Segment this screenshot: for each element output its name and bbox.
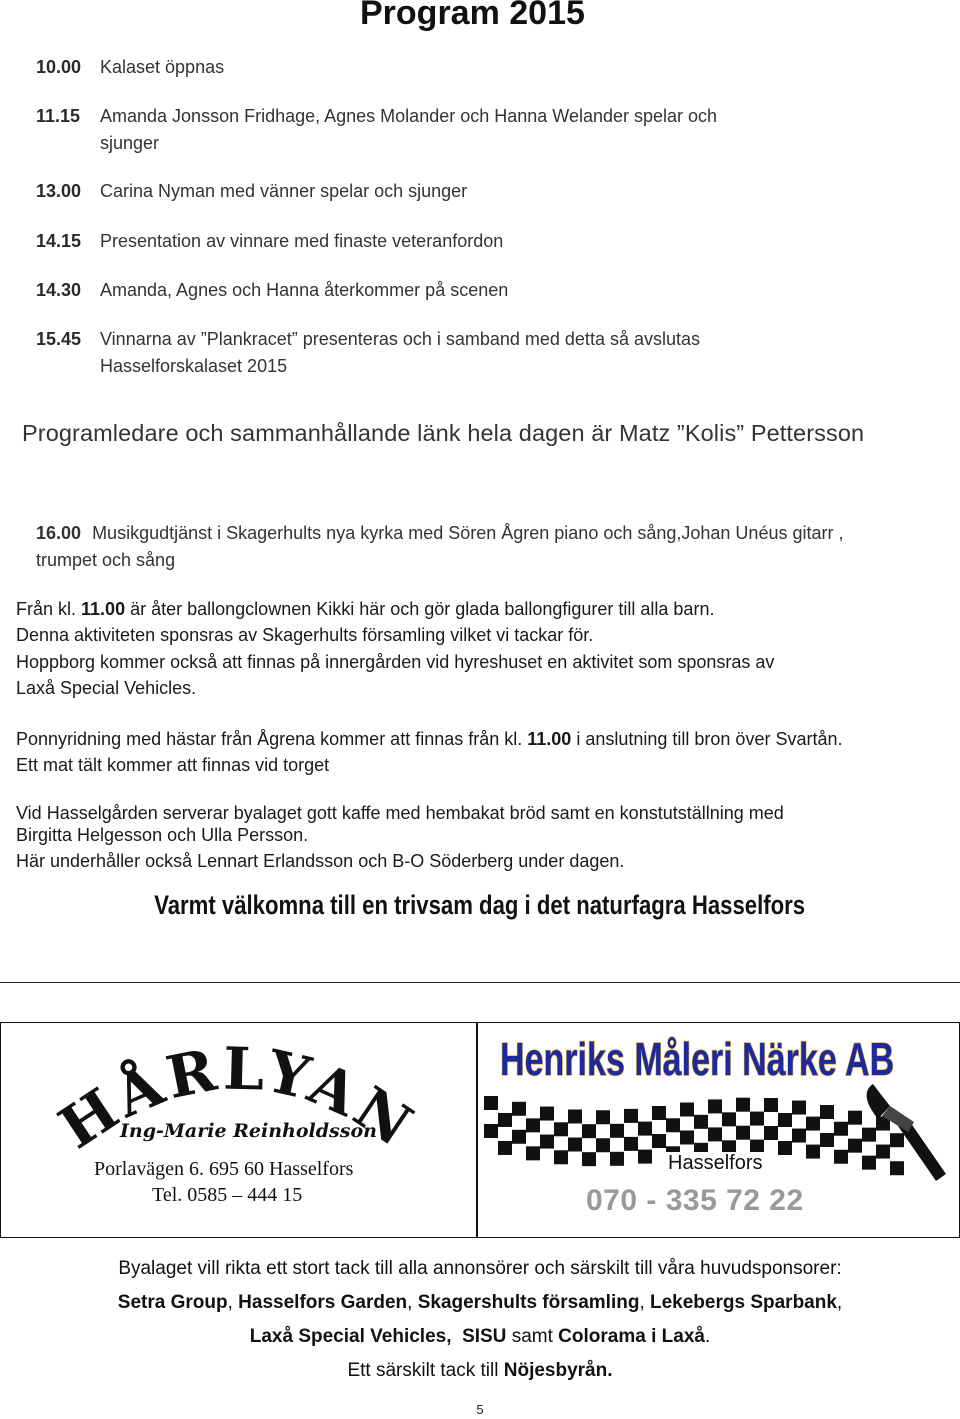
checker-square <box>638 1150 652 1164</box>
pony-time: 11.00 <box>527 729 572 749</box>
checker-square <box>862 1128 876 1142</box>
checker-square <box>526 1118 540 1132</box>
checker-square <box>666 1118 680 1132</box>
checker-square <box>792 1129 806 1143</box>
schedule-list <box>36 0 936 400</box>
balloon-prefix: Från kl. <box>16 599 77 619</box>
checker-square <box>540 1107 554 1121</box>
special-thanks-name: Nöjesbyrån. <box>503 1360 613 1381</box>
checker-square <box>890 1161 904 1175</box>
schedule-text: Presentation av vinnare med finaste veteranfordon <box>100 231 504 251</box>
pony-prefix: Ponnyridning med hästar från Ågrena kommer att finnas från kl. <box>16 729 523 749</box>
balloon-line <box>16 596 714 622</box>
church-text-cont: trumpet och sång <box>36 550 176 570</box>
schedule-time: 11.15 <box>36 106 81 126</box>
pony-line <box>16 726 843 752</box>
entertainment-line: Här underhåller också Lennart Erlandsson och B-O Söderberg under dagen. <box>16 851 625 871</box>
checker-square <box>708 1127 722 1141</box>
sponsor-name: Lekebergs Sparbank <box>650 1292 837 1313</box>
checker-square <box>862 1156 876 1170</box>
checker-square <box>890 1133 904 1147</box>
schedule-time: 14.30 <box>36 280 82 300</box>
checker-square <box>568 1109 582 1123</box>
sponsor-name: Laxå Special Vehicles, <box>249 1326 452 1347</box>
sponsors-line-1: Setra Group, Hasselfors Garden, Skagershults församling, Lekebergs Sparbank, <box>117 1292 843 1313</box>
checker-square <box>498 1141 512 1155</box>
checker-square <box>680 1102 694 1116</box>
hoppborg-line: Hoppborg kommer också att finnas på innergården vid hyreshuset en aktivitet som sponsras av <box>16 652 775 672</box>
harlyan-ad <box>2 1024 476 1236</box>
checker-square <box>596 1110 610 1124</box>
checker-square <box>512 1102 526 1116</box>
sponsors-line-2: Laxå Special Vehicles, SISU samt Colorama i Laxå. <box>249 1326 711 1347</box>
checker-square <box>484 1096 498 1110</box>
sponsor-name: Hasselfors Garden <box>238 1292 408 1313</box>
church-item <box>36 520 843 574</box>
checker-square <box>554 1150 568 1164</box>
page-number: 5 <box>476 1402 484 1417</box>
harlyan-owner: Ing-Marie Reinholdsson <box>120 1120 377 1142</box>
checker-square <box>652 1106 666 1120</box>
checker-square <box>834 1150 848 1164</box>
checker-square <box>652 1134 666 1148</box>
schedule-time: 10.00 <box>36 57 82 77</box>
sponsor-name: SISU <box>462 1326 507 1347</box>
checker-square <box>582 1152 596 1166</box>
checker-square <box>512 1130 526 1144</box>
checker-square <box>778 1141 792 1155</box>
checker-square <box>708 1099 722 1113</box>
sponsor-name: Colorama i Laxå <box>558 1326 705 1347</box>
harlyan-logo-text: HÅRLYAN <box>47 1034 428 1163</box>
checker-square <box>638 1122 652 1136</box>
page-title: Program 2015 <box>360 0 585 32</box>
sponsor-name: Setra Group <box>117 1292 228 1313</box>
henriks-phone: 070 - 335 72 22 <box>586 1184 804 1217</box>
checker-square <box>624 1109 638 1123</box>
checker-square <box>820 1133 834 1147</box>
checker-square <box>848 1139 862 1153</box>
host-line: Programledare och sammanhållande länk hela dagen är Matz ”Kolis” Pettersson <box>22 420 865 446</box>
schedule-text-cont: sjunger <box>100 133 160 153</box>
checker-square <box>750 1112 764 1126</box>
checker-square <box>820 1105 834 1119</box>
checker-square <box>834 1122 848 1136</box>
schedule-text: Kalaset öppnas <box>100 57 225 77</box>
church-text: Musikgudtjänst i Skagerhults nya kyrka med Sören Ågren piano och sång,Johan Unéus gitarr , <box>92 523 844 543</box>
henriks-company: Henriks Måleri Närke AB <box>500 1033 895 1085</box>
schedule-time: 15.45 <box>36 329 82 349</box>
balloon-time: 11.00 <box>81 599 126 619</box>
checker-square <box>568 1137 582 1151</box>
checker-square <box>806 1145 820 1159</box>
food-tent-line: Ett mat tält kommer att finnas vid torget <box>16 755 330 775</box>
hasselgarden-line-cont: Birgitta Helgesson och Ulla Persson. <box>16 825 309 845</box>
checker-square <box>526 1146 540 1160</box>
schedule-text: Amanda Jonsson Fridhage, Agnes Molander och Hanna Welander spelar och <box>100 106 718 126</box>
schedule-text: Carina Nyman med vänner spelar och sjunger <box>100 181 468 201</box>
schedule-text-cont: Hasselforskalaset 2015 <box>100 356 288 376</box>
checker-square <box>736 1098 750 1112</box>
checker-square <box>610 1124 624 1138</box>
sponsor-name: Skagershults församling <box>417 1292 640 1313</box>
checker-square <box>722 1112 736 1126</box>
paintbrush-icon <box>867 1084 946 1181</box>
checker-square <box>792 1101 806 1115</box>
checker-square <box>876 1145 890 1159</box>
checker-square <box>596 1138 610 1152</box>
checker-square <box>778 1113 792 1127</box>
schedule-text: Amanda, Agnes och Hanna återkommer på scenen <box>100 280 509 300</box>
hoppborg-line-cont: Laxå Special Vehicles. <box>16 678 197 698</box>
harlyan-address: Porlavägen 6. 695 60 Hasselfors <box>94 1158 354 1180</box>
harlyan-phone: Tel. 0585 – 444 15 <box>152 1184 303 1206</box>
checker-square <box>554 1122 568 1136</box>
schedule-time: 13.00 <box>36 181 82 201</box>
welcome-heading: Varmt välkomna till en trivsam dag i det naturfagra Hasselfors <box>154 890 806 920</box>
checker-square <box>540 1135 554 1149</box>
checker-square <box>736 1126 750 1140</box>
pony-suffix: i anslutning till bron över Svartån. <box>576 729 843 749</box>
hasselgarden-line: Vid Hasselgården serverar byalaget gott kaffe med hembakat bröd samt en konstutställning med <box>16 803 784 823</box>
henriks-ad <box>478 1024 958 1236</box>
checker-square <box>848 1111 862 1125</box>
schedule-text: Vinnarna av ”Plankracet” presenteras och i samband med detta så avslutas <box>100 329 700 349</box>
checker-square <box>764 1126 778 1140</box>
checker-square <box>484 1124 498 1138</box>
divider <box>0 982 960 983</box>
thanks-intro: Byalaget vill rikta ett stort tack till alla annonsörer och särskilt till våra huvudsponsorer: <box>118 1258 842 1279</box>
checker-square <box>498 1113 512 1127</box>
balloon-text: är åter ballongclownen Kikki här och gör glada ballongfigurer till alla barn. <box>130 599 715 619</box>
special-thanks-prefix: Ett särskilt tack till <box>347 1360 499 1381</box>
checker-square <box>680 1130 694 1144</box>
schedule-time: 14.15 <box>36 231 82 251</box>
checker-square <box>610 1152 624 1166</box>
sponsor-line: Denna aktiviteten sponsras av Skagerhults församling vilket vi tackar för. <box>16 625 594 645</box>
checker-square <box>694 1115 708 1129</box>
checker-square <box>582 1124 596 1138</box>
henriks-town: Hasselfors <box>664 1152 766 1175</box>
checker-square <box>624 1137 638 1151</box>
church-time: 16.00 <box>36 523 82 543</box>
special-thanks <box>0 1360 960 1382</box>
checker-square <box>764 1098 778 1112</box>
checker-square <box>806 1117 820 1131</box>
samt-text: samt <box>511 1326 553 1347</box>
